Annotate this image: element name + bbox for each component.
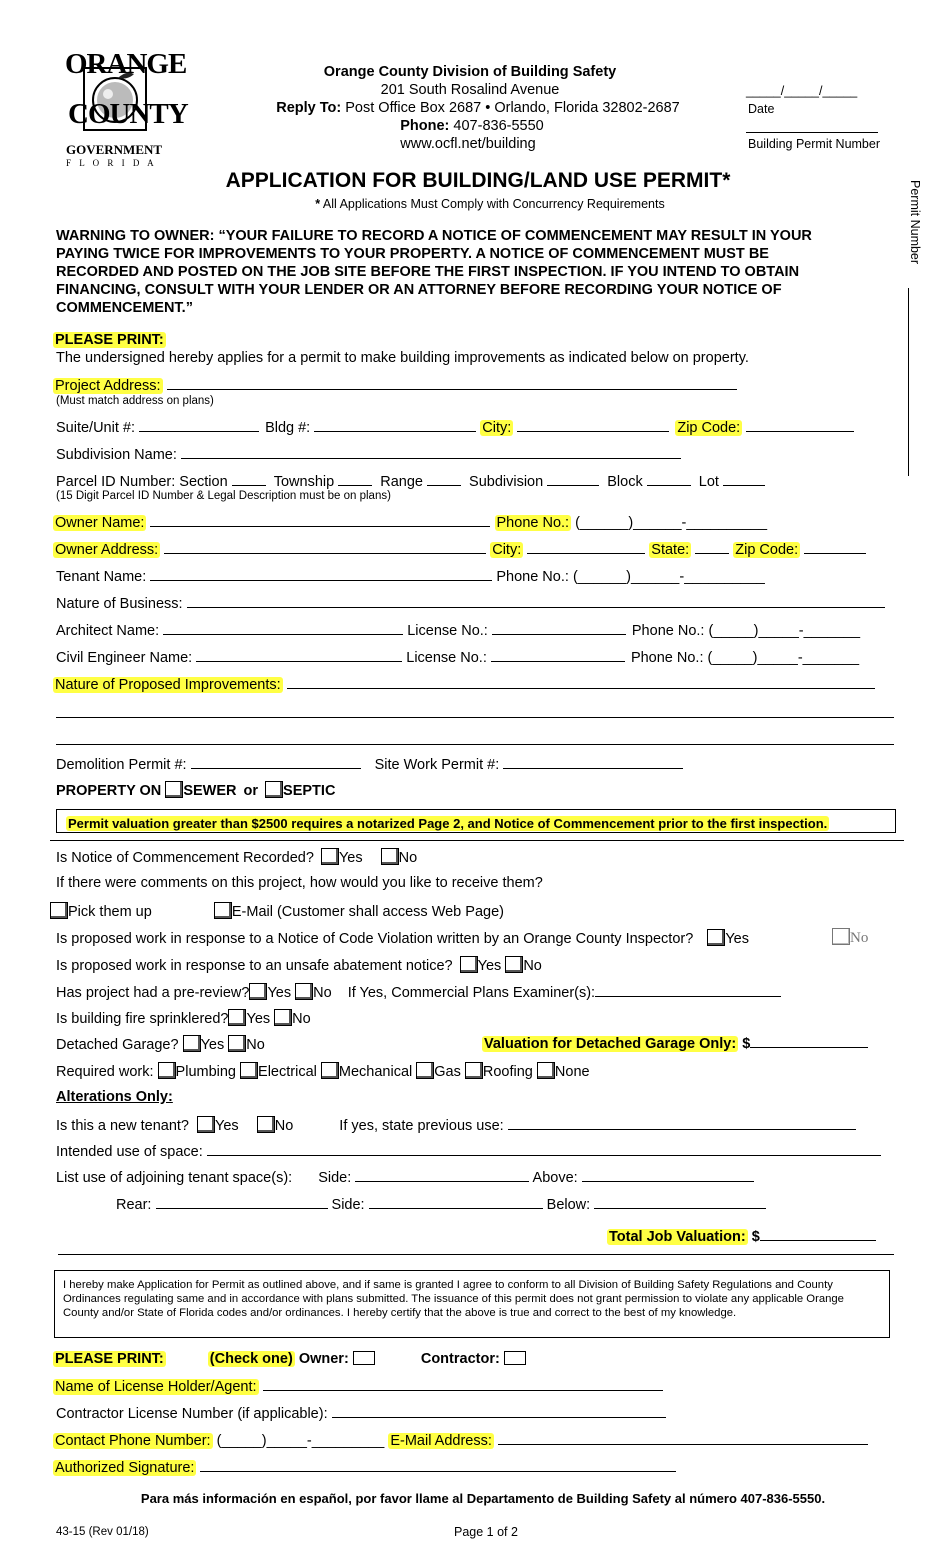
divider-1 — [50, 840, 904, 841]
license-holder-label: Name of License Holder/Agent: — [55, 1379, 257, 1395]
date-field[interactable]: _____/_____/_____ — [746, 84, 858, 98]
below-label: Below: — [546, 1197, 591, 1213]
noc-no-checkbox[interactable] — [381, 848, 399, 865]
valuation-notice — [66, 816, 829, 831]
side-permit-label: Permit Number — [908, 180, 922, 265]
signer-row — [53, 1351, 526, 1367]
code-violation-label: Is proposed work in response to a Notice of Code Violation written by an Orange County Inspector? — [56, 931, 694, 947]
septic-label: SEPTIC — [283, 783, 336, 799]
sprinklered-row — [56, 1009, 311, 1027]
civil-label: Civil Engineer Name: — [56, 650, 193, 666]
nature-business-input[interactable] — [187, 595, 885, 608]
improvements-input-1[interactable] — [287, 676, 875, 689]
page-number: Page 1 of 2 — [454, 1525, 518, 1539]
parcel-row — [56, 473, 765, 490]
rear-input[interactable] — [156, 1196, 328, 1209]
architect-license-input[interactable] — [492, 622, 626, 635]
phone-value: 407-836-5550 — [453, 118, 544, 134]
code-violation-row — [56, 929, 749, 947]
garage-valuation-label: Valuation for Detached Garage Only: — [484, 1036, 737, 1052]
contractor-license-label: Contractor License Number (if applicable): — [56, 1406, 328, 1422]
contact-phone-label: Contact Phone Number: — [55, 1433, 211, 1449]
license-holder-input[interactable] — [263, 1378, 663, 1391]
adjoining-side-label: Side: — [318, 1170, 352, 1186]
contact-row — [53, 1432, 868, 1449]
sprinklered-no-checkbox[interactable] — [274, 1009, 292, 1026]
subdivision-input[interactable] — [547, 473, 599, 486]
septic-checkbox[interactable] — [265, 781, 283, 798]
nature-business-row — [56, 595, 885, 612]
logo-line-3: GOVERNMENT — [66, 142, 163, 157]
sprinklered-label: Is building fire sprinklered? — [56, 1011, 229, 1027]
adjoining-row — [56, 1169, 754, 1186]
comments-question: If there were comments on this project, how would you like to receive them? — [56, 875, 543, 891]
nature-business-label: Nature of Business: — [56, 596, 183, 612]
noc-yes-checkbox[interactable] — [321, 848, 339, 865]
owner-city-label: City: — [492, 542, 522, 558]
subtitle-text: All Applications Must Comply with Concurrency Requirements — [322, 197, 665, 211]
required-work-row — [56, 1062, 590, 1080]
civil-input[interactable] — [196, 649, 402, 662]
permits-row — [56, 756, 683, 773]
prereview-no-label: No — [313, 985, 332, 1001]
total-valuation-input[interactable] — [760, 1228, 876, 1241]
garage-no-checkbox[interactable] — [228, 1035, 246, 1052]
warning-line-2: PAYING TWICE FOR IMPROVEMENTS TO YOUR PROPERTY. A NOTICE OF COMMENCEMENT MUST BE — [56, 246, 769, 262]
property-on-row — [56, 781, 335, 799]
permit-number-label: Building Permit Number — [748, 137, 880, 151]
owner-name-input[interactable] — [150, 514, 490, 527]
spanish-note: Para más información en español, por favor llame al Departamento de Building Safety al número 407-836-5550. — [140, 1491, 826, 1506]
check-one-label: (Check one) — [209, 1351, 293, 1367]
owner-city-input[interactable] — [527, 541, 645, 554]
project-address-label: Project Address: — [55, 378, 161, 394]
logo-line-1: ORANGE — [65, 48, 187, 80]
warning-line-1: WARNING TO OWNER: “YOUR FAILURE TO RECORD A NOTICE OF COMMENCEMENT MAY RESULT IN YOUR — [56, 228, 812, 244]
date-label: Date — [748, 102, 775, 116]
tenant-name-label: Tenant Name: — [56, 569, 147, 585]
garage-dollar-sign: $ — [742, 1036, 751, 1052]
intended-use-input[interactable] — [207, 1143, 881, 1156]
block-label: Block — [607, 474, 643, 490]
warning-line-4: FINANCING, CONSULT WITH YOUR LENDER OR AN ATTORNEY BEFORE RECORDING YOUR NOTICE OF — [56, 282, 782, 298]
tenant-phone-label: Phone No.: — [496, 569, 569, 585]
noc-no-label: No — [398, 850, 418, 866]
sprinklered-yes-checkbox[interactable] — [228, 1009, 246, 1026]
intended-use-row — [56, 1143, 881, 1160]
bldg-input[interactable] — [314, 419, 476, 432]
tenant-row — [56, 568, 765, 585]
parcel-note: (15 Digit Parcel ID Number & Legal Description must be on plans) — [56, 490, 391, 502]
garage-valuation-input[interactable] — [750, 1035, 868, 1048]
permit-number-field[interactable] — [746, 132, 878, 133]
new-tenant-no-checkbox[interactable] — [257, 1116, 275, 1133]
code-violation-no — [832, 928, 868, 947]
suite-input[interactable] — [139, 419, 259, 432]
certification-box — [54, 1270, 890, 1338]
adjoining-label: List use of adjoining tenant space(s): — [56, 1170, 293, 1186]
contractor-checkbox[interactable] — [504, 1351, 526, 1365]
mechanical-checkbox[interactable] — [321, 1062, 339, 1079]
email-option-label: E-Mail (Customer shall access Web Page) — [231, 904, 504, 920]
total-valuation-row — [607, 1228, 876, 1245]
rear-side-label: Side: — [331, 1197, 365, 1213]
examiner-label: If Yes, Commercial Plans Examiner(s): — [347, 985, 596, 1001]
subdivision-name-input[interactable] — [181, 446, 681, 459]
township-input[interactable] — [338, 473, 372, 486]
prereview-no-checkbox[interactable] — [295, 983, 313, 1000]
project-address-note: (Must match address on plans) — [56, 395, 214, 407]
contact-phone-input[interactable]: (_____)_____-_________ — [216, 1433, 385, 1449]
subdivision-label: Subdivision — [469, 474, 544, 490]
contact-email-label: E-Mail Address: — [390, 1433, 492, 1449]
owner-state-label: State: — [651, 542, 690, 558]
warning-line-3: RECORDED AND POSTED ON THE JOB SITE BEFORE THE FIRST INSPECTION. IF YOU INTEND TO OBTAIN — [56, 264, 800, 280]
zip-label: Zip Code: — [677, 420, 741, 436]
intro-text: The undersigned hereby applies for a permit to make building improvements as indicated below on property. — [56, 350, 749, 366]
code-violation-yes-label: Yes — [725, 931, 749, 947]
comments-options — [50, 902, 504, 920]
subtitle — [0, 197, 950, 211]
noc-label: Is Notice of Commencement Recorded? — [56, 850, 314, 866]
owner-name-label: Owner Name: — [55, 515, 145, 531]
gas-label: Gas — [434, 1064, 461, 1080]
plumbing-checkbox[interactable] — [158, 1062, 176, 1079]
valuation-notice-text: Permit valuation greater than $2500 requires a notarized Page 2, and Notice of Commencement prior to the first inspection. — [68, 816, 828, 831]
unsafe-row — [56, 956, 542, 974]
phone-label: Phone: — [400, 118, 450, 134]
none-label: None — [554, 1064, 590, 1080]
signature-row — [53, 1459, 676, 1476]
architect-phone-label: Phone No.: — [631, 623, 705, 639]
or-label: or — [243, 783, 259, 799]
prereview-row — [56, 983, 781, 1001]
improvements-label: Nature of Proposed Improvements: — [55, 677, 281, 693]
unsafe-no-label: No — [523, 958, 542, 974]
parcel-label: Parcel ID Number: Section — [56, 474, 228, 490]
lot-label: Lot — [698, 474, 719, 490]
electrical-label: Electrical — [258, 1064, 317, 1080]
improvements-row — [53, 676, 875, 693]
owner-checkbox[interactable] — [353, 1351, 375, 1365]
code-violation-yes-checkbox[interactable] — [707, 929, 725, 946]
contractor-license-row — [56, 1405, 666, 1422]
certification-text: I hereby make Application for Permit as outlined above, and if same is granted I agree to conform to all Division of Building Safety Regulations and County Ordinances regulating same and in accordance with plans submitted. The issuance of this permit does not grant permission to violate any applicable Orange County and/or State of Florida codes and/or ordinances. I hereby certify that the above is true and correct to the best of my knowledge. — [63, 1279, 844, 1319]
rear-row — [116, 1196, 766, 1213]
signature-label: Authorized Signature: — [55, 1460, 195, 1476]
architect-input[interactable] — [163, 622, 403, 635]
org-street: 201 South Rosalind Avenue — [380, 82, 560, 98]
reply-value: Post Office Box 2687 • Orlando, Florida 32802-2687 — [345, 100, 680, 116]
range-input[interactable] — [427, 473, 461, 486]
city-input[interactable] — [517, 419, 669, 432]
tenant-phone-input[interactable]: (______)______-__________ — [572, 569, 765, 585]
owner-phone-label: Phone No.: — [496, 515, 570, 531]
prereview-yes-label: Yes — [267, 985, 292, 1001]
architect-phone-input[interactable]: (_____)_____-_______ — [708, 623, 861, 639]
sprinklered-no-label: No — [292, 1011, 311, 1027]
new-tenant-label: Is this a new tenant? — [56, 1118, 189, 1134]
block-input[interactable] — [647, 473, 691, 486]
subdivision-name-row — [56, 446, 681, 463]
adjoining-above-input[interactable] — [582, 1169, 754, 1182]
garage-label: Detached Garage? — [56, 1037, 179, 1053]
reply-to — [0, 100, 950, 116]
garage-row — [56, 1035, 265, 1053]
email-checkbox[interactable] — [214, 902, 232, 919]
code-violation-no-label: No — [850, 930, 869, 946]
lot-input[interactable] — [723, 473, 765, 486]
sprinklered-yes-label: Yes — [246, 1011, 271, 1027]
property-on-label: PROPERTY ON — [56, 783, 162, 799]
alterations-heading: Alterations Only: — [56, 1089, 173, 1105]
improvements-input-3[interactable] — [56, 744, 894, 745]
website: www.ocfl.net/building — [400, 136, 536, 152]
form-number: 43-15 (Rev 01/18) — [56, 1526, 149, 1538]
bldg-label: Bldg #: — [265, 420, 311, 436]
tenant-name-input[interactable] — [150, 568, 492, 581]
unsafe-yes-label: Yes — [477, 958, 502, 974]
noc-yes-label: Yes — [338, 850, 363, 866]
contractor-option-label: Contractor: — [420, 1351, 500, 1367]
pick-up-label: Pick them up — [68, 904, 152, 920]
unsafe-label: Is proposed work in response to an unsafe abatement notice? — [56, 958, 453, 974]
prereview-label: Has project had a pre-review? — [56, 985, 250, 1001]
required-work-label: Required work: — [56, 1064, 154, 1080]
new-tenant-yes-checkbox[interactable] — [197, 1116, 215, 1133]
none-checkbox[interactable] — [537, 1062, 555, 1079]
signer-please-print: PLEASE PRINT: — [55, 1351, 164, 1367]
architect-license-label: License No.: — [407, 623, 488, 639]
owner-address-label: Owner Address: — [55, 542, 159, 558]
owner-address-row — [53, 541, 866, 558]
total-dollar-sign: $ — [751, 1229, 760, 1245]
garage-yes-checkbox[interactable] — [183, 1035, 201, 1052]
owner-address-input[interactable] — [164, 541, 486, 554]
unsafe-yes-checkbox[interactable] — [460, 956, 478, 973]
civil-phone-label: Phone No.: — [630, 650, 704, 666]
please-print-heading — [53, 332, 166, 348]
sewer-checkbox[interactable] — [165, 781, 183, 798]
examiner-input[interactable] — [595, 984, 781, 997]
subtitle-star: * — [315, 197, 321, 211]
rear-label: Rear: — [116, 1197, 152, 1213]
architect-row — [56, 622, 860, 639]
side-permit-number[interactable] — [904, 180, 924, 476]
logo-line-4: F L O R I D A — [66, 158, 157, 168]
adjoining-side-input[interactable] — [355, 1169, 529, 1182]
plumbing-label: Plumbing — [175, 1064, 236, 1080]
roofing-label: Roofing — [482, 1064, 533, 1080]
city-label: City: — [482, 420, 512, 436]
divider-2 — [58, 1254, 894, 1255]
new-tenant-yes-label: Yes — [215, 1118, 239, 1134]
suite-row — [56, 419, 854, 436]
below-input[interactable] — [594, 1196, 766, 1209]
project-address-input[interactable] — [167, 377, 737, 390]
contact-email-input[interactable] — [498, 1432, 868, 1445]
garage-no-label: No — [246, 1037, 265, 1053]
mechanical-label: Mechanical — [338, 1064, 413, 1080]
civil-license-input[interactable] — [491, 649, 625, 662]
total-valuation-label: Total Job Valuation: — [609, 1229, 746, 1245]
gas-checkbox[interactable] — [416, 1062, 434, 1079]
civil-row — [56, 649, 859, 666]
unsafe-no-checkbox[interactable] — [505, 956, 523, 973]
architect-label: Architect Name: — [56, 623, 160, 639]
new-tenant-no-label: No — [274, 1118, 294, 1134]
site-work-input[interactable] — [503, 756, 683, 769]
new-tenant-row — [56, 1116, 856, 1134]
demolition-input[interactable] — [191, 756, 361, 769]
improvements-input-2[interactable] — [56, 717, 894, 718]
sewer-label: SEWER — [183, 783, 237, 799]
code-violation-no-checkbox[interactable] — [832, 928, 850, 945]
contractor-license-input[interactable] — [332, 1405, 666, 1418]
previous-use-input[interactable] — [508, 1117, 856, 1130]
warning-line-5: COMMENCEMENT.” — [56, 300, 193, 316]
civil-phone-input[interactable]: (_____)_____-_______ — [707, 650, 860, 666]
signature-input[interactable] — [200, 1459, 676, 1472]
noc-row — [56, 848, 417, 866]
pick-up-checkbox[interactable] — [50, 902, 68, 919]
page-title: APPLICATION FOR BUILDING/LAND USE PERMIT* — [225, 169, 731, 192]
garage-valuation-row — [482, 1035, 868, 1052]
license-holder-row — [53, 1378, 663, 1395]
owner-zip-label: Zip Code: — [735, 542, 799, 558]
rear-side-input[interactable] — [369, 1196, 543, 1209]
intended-use-label: Intended use of space: — [56, 1144, 203, 1160]
owner-phone-input[interactable]: (______)______-__________ — [575, 515, 768, 531]
adjoining-above-label: Above: — [532, 1170, 578, 1186]
reply-label: Reply To: — [276, 100, 342, 116]
range-label: Range — [380, 474, 423, 490]
township-label: Township — [273, 474, 335, 490]
owner-zip-input[interactable] — [804, 541, 866, 554]
owner-name-row — [53, 514, 767, 531]
suite-label: Suite/Unit #: — [56, 420, 135, 436]
section-input[interactable] — [232, 473, 266, 486]
zip-input[interactable] — [746, 419, 854, 432]
please-print-label: PLEASE PRINT: — [55, 332, 164, 348]
site-work-label: Site Work Permit #: — [374, 757, 500, 773]
logo-line-2: COUNTY — [68, 98, 188, 130]
owner-option-label: Owner: — [298, 1351, 349, 1367]
electrical-checkbox[interactable] — [240, 1062, 258, 1079]
subdivision-name-label: Subdivision Name: — [56, 447, 177, 463]
demolition-label: Demolition Permit #: — [56, 757, 187, 773]
roofing-checkbox[interactable] — [465, 1062, 483, 1079]
civil-license-label: License No.: — [406, 650, 487, 666]
owner-state-input[interactable] — [695, 541, 729, 554]
org-name: Orange County Division of Building Safety — [323, 64, 617, 80]
project-address-row — [53, 377, 737, 394]
prereview-yes-checkbox[interactable] — [249, 983, 267, 1000]
garage-yes-label: Yes — [200, 1037, 225, 1053]
previous-use-label: If yes, state previous use: — [339, 1118, 504, 1134]
valuation-notice-box — [56, 809, 896, 833]
